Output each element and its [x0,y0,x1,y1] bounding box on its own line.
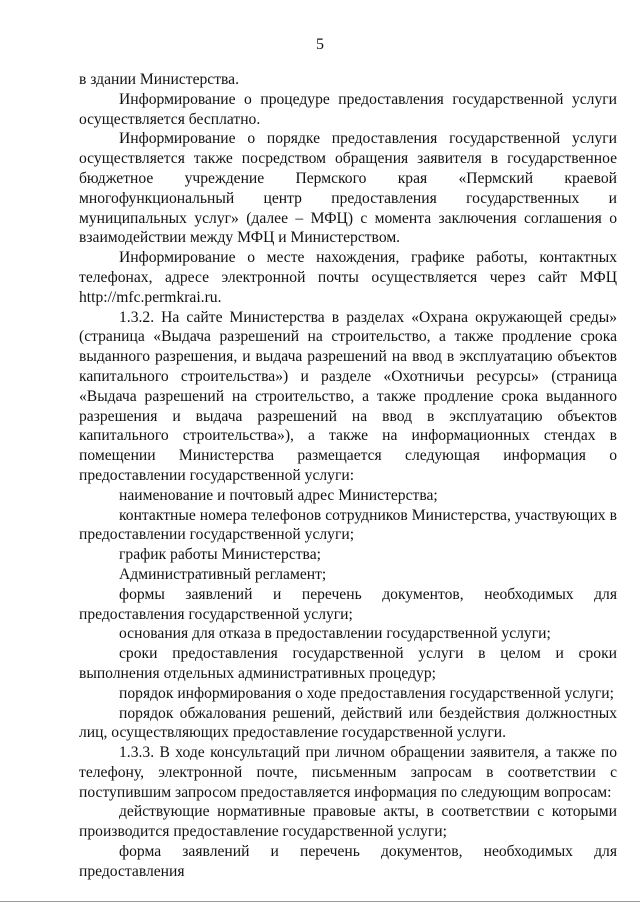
list-item: сроки предоставления государственной услуги в целом и сроки выполнения отдельных административных процедур; [79,645,617,682]
list-item: наименование и почтовый адрес Министерства; [119,486,438,504]
paragraph: 1.3.2. На сайте Министерства в разделах «Охрана окружающей среды» (страница «Выдача разрешений на строительство, а также продление срока выданного разрешения, и выдача разрешений на ввод в эксплуатацию объектов капитального строительства») и разделе «Охотничьи ресурсы» (страница «Выдача разрешений на строительство, а также продление срока выданного разрешения и выдача разрешений на ввод в эксплуатацию объектов капитального строительства»), а также на информационных стендах в помещении Министерства размещается следующая информация о предоставлении государственной услуги: [79,308,617,484]
paragraph: Информирование о порядке предоставления государственной услуги осуществляется также посредством обращения заявителя в государственное бюджетное учреждение Пермского края «Пермский краевой многофункциональный центр предоставления государственных и муниципальных услуг» (далее – МФЦ) с момента заключения соглашения о взаимодействии между МФЦ и Министерством. [79,130,617,247]
list-item: контактные номера телефонов сотрудников Министерства, участвующих в предоставлении государственной услуги; [79,506,617,544]
list-item: Административный регламент; [119,565,327,583]
page-number: 5 [316,36,324,53]
page-bottom-edge [0,901,640,902]
paragraph: в здании Министерства. [79,71,239,88]
list-item: порядок обжалования решений, действий или бездействия должностных лиц, осуществляющих предоставление государственной услуги. [79,704,617,742]
document-body [79,70,617,882]
paragraph: Информирование о месте нахождения, графике работы, контактных телефонах, адресе электронной почты осуществляется через сайт МФЦ http://mfc.permkrai.ru. [79,249,617,306]
paragraph: Информирование о процедуре предоставления государственной услуги осуществляется бесплатно. [79,90,617,128]
list-item: действующие нормативные правовые акты, в соответствии с которыми производится предоставление государственной услуги; [79,803,617,841]
list-item: порядок информирования о ходе предоставления государственной услуги; [119,684,614,702]
paragraph: 1.3.3. В ходе консультаций при личном обращении заявителя, а также по телефону, электронной почте, письменным запросам в соответствии с поступившим запросом предоставляется информация по следующим вопросам: [79,744,617,801]
list-item: основания для отказа в предоставлении государственной услуги; [119,625,551,643]
list-item: форма заявлений и перечень документов, необходимых для предоставления [79,843,617,880]
list-item: график работы Министерства; [119,546,321,564]
list-item: формы заявлений и перечень документов, необходимых для предоставления государственной услуги; [79,585,617,623]
